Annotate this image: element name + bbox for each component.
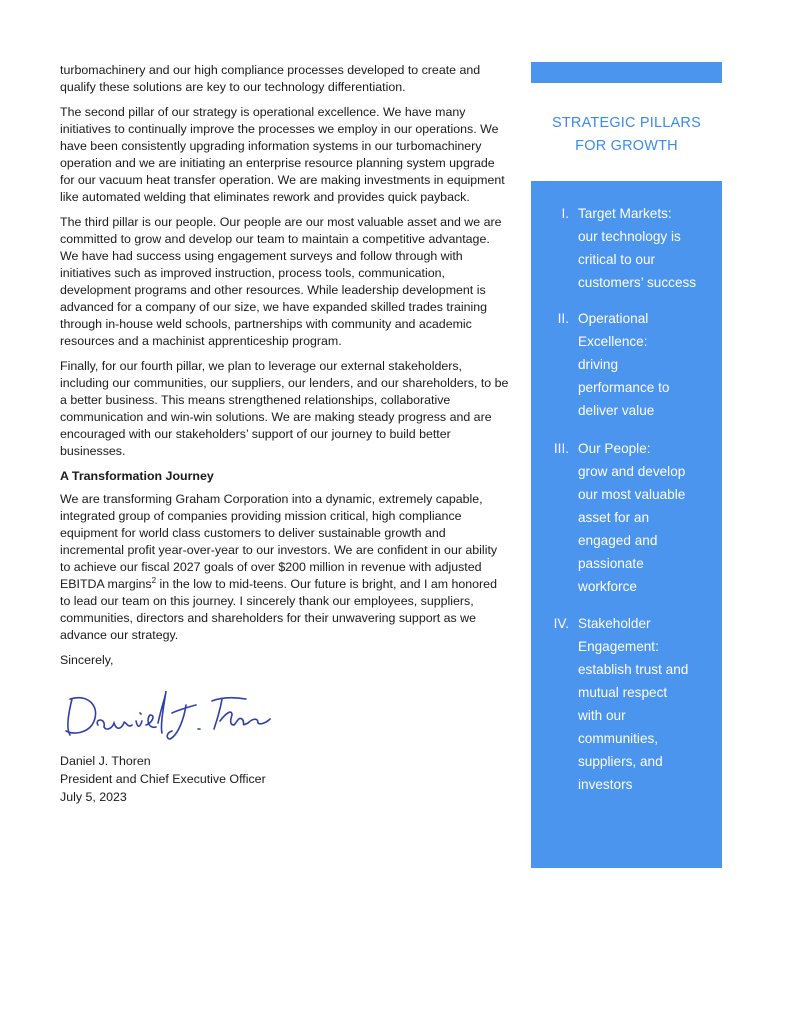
- pillar-line: driving: [578, 357, 619, 372]
- pillar-line: Engagement:: [578, 639, 659, 654]
- paragraph-1: turbomachinery and our high compliance processes developed to create and qualify these solutions are key to our technology differentiation.: [60, 63, 481, 94]
- pillar-line: passionate: [578, 556, 644, 571]
- pillars-panel: [531, 181, 722, 868]
- pillar-number: I.: [561, 206, 569, 221]
- letter-date: July 5, 2023: [60, 790, 127, 804]
- paragraph-5-b: in the low to mid-teens. Our future is bright, and I am honored to lead our team on this journey. I sincerely thank our employees, suppliers, communities, directors and shareholders for their unwavering support as we advance our strategy.: [60, 577, 497, 642]
- pillar-line: investors: [578, 777, 633, 792]
- pillar-text: [578, 202, 718, 294]
- signer-title: President and Chief Executive Officer: [60, 772, 266, 786]
- pillar-line: Target Markets:: [578, 206, 672, 221]
- sidebar-title-line-2: FOR GROWTH: [575, 138, 678, 154]
- pillar-line: deliver value: [578, 403, 655, 418]
- pillar-line: Stakeholder: [578, 616, 651, 631]
- signer-name: Daniel J. Thoren: [60, 754, 151, 768]
- signature-text: Daniel J. Thoren: [62, 740, 77, 742]
- pillar-line: suppliers, and: [578, 754, 663, 769]
- pillar-line: with our: [578, 708, 626, 723]
- pillar-line: engaged and: [578, 533, 658, 548]
- paragraph-5-a: We are transforming Graham Corporation into a dynamic, extremely capable, integrated group of companies providing mission critical, high compliance equipment for world class customers to deliver sustainable growth and incremental profit year-over-year to our investors. We are confident in our ability to achieve our fiscal 2027 goals of over $200 million in revenue with adjusted EBITDA margins: [60, 492, 498, 591]
- sidebar-title-line-1: STRATEGIC PILLARS: [552, 115, 701, 131]
- pillar-text: [578, 437, 718, 598]
- pillar-line: performance to: [578, 380, 670, 395]
- signature-block: [60, 752, 510, 806]
- pillar-line: grow and develop: [578, 464, 686, 479]
- section-heading: A Transformation Journey: [60, 469, 214, 483]
- pillar-line: communities,: [578, 731, 659, 746]
- letter-body: [60, 62, 510, 806]
- sidebar-top-bar: [531, 62, 722, 83]
- pillar-line: asset for an: [578, 510, 650, 525]
- pillar-line: Excellence:: [578, 334, 648, 349]
- pillar-number: III.: [553, 441, 569, 456]
- pillar-line: Operational: [578, 311, 649, 326]
- paragraph-5: [60, 491, 510, 644]
- paragraph-4: Finally, for our fourth pillar, we plan to leverage our external stakeholders, including our communities, our suppliers, our lenders, and our shareholders, to be a better business. This means strengthened relationships, collaborative communication and win-win solutions. We are making steady progress and are encouraged with our stakeholders’ support of our journey to build better businesses.: [60, 359, 509, 458]
- pillar-line: our technology is: [578, 229, 681, 244]
- sidebar-title: [531, 112, 722, 158]
- paragraph-3: The third pillar is our people. Our people are our most valuable asset and we are committed to grow and develop our team to maintain a competitive advantage. We have had success using engagement surveys and follow through with initiatives such as improved instruction, process tools, communication, development programs and other resources. While leadership development is advanced for a company of our size, we have expanded skilled trades training through in-house weld schools, partnerships with community and academic resources and a machinist apprenticeship program.: [60, 215, 502, 348]
- pillar-line: Our People:: [578, 441, 651, 456]
- pillar-text: [578, 612, 718, 796]
- pillar-number: II.: [557, 311, 569, 326]
- pillar-number: IV.: [553, 616, 569, 631]
- pillar-text: [578, 307, 718, 422]
- pillar-line: workforce: [578, 579, 637, 594]
- signature-image: [62, 685, 272, 743]
- pillar-line: customers’ success: [578, 275, 697, 290]
- footnote-marker: 2: [151, 575, 157, 585]
- paragraph-2: The second pillar of our strategy is operational excellence. We have many initiatives to continually improve the processes we employ in our operations. We have been consistently upgrading information systems in our turbomachinery operation and we are initiating an enterprise resource planning system upgrade for our vacuum heat transfer operation. We are making investments in equipment like automated welding that eliminates rework and provides quick payback.: [60, 105, 505, 204]
- pillar-line: establish trust and: [578, 662, 689, 677]
- pillar-line: critical to our: [578, 252, 656, 267]
- closing: Sincerely,: [60, 653, 114, 667]
- pillar-line: mutual respect: [578, 685, 668, 700]
- pillar-line: our most valuable: [578, 487, 686, 502]
